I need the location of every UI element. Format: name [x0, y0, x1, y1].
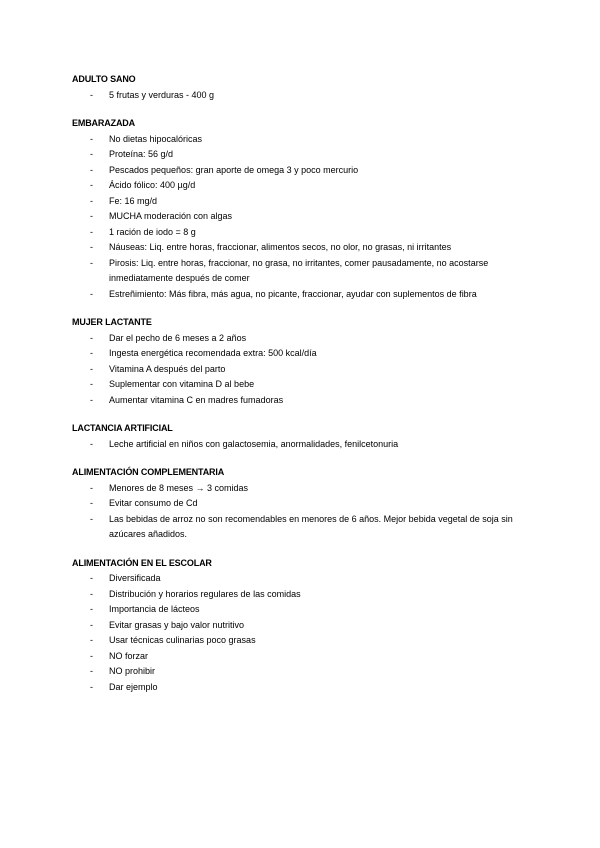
section — [72, 72, 532, 103]
bullet-dash: - — [90, 242, 93, 252]
list-item-text: Leche artificial en niños con galactosemia, anormalidades, fenilcetonuria — [109, 438, 399, 449]
bullet-list — [72, 331, 532, 409]
bullet-dash: - — [90, 363, 93, 374]
list-item — [72, 240, 532, 256]
section-heading: MUJER LACTANTE — [72, 317, 152, 327]
list-item — [72, 680, 532, 696]
bullet-dash: - — [90, 89, 93, 100]
list-item — [72, 664, 532, 680]
bullet-dash: - — [90, 438, 93, 449]
list-item-text: Menores de 8 meses → 3 comidas — [109, 482, 249, 493]
list-item — [72, 649, 532, 665]
bullet-dash: - — [90, 332, 93, 343]
list-item-text: NO forzar — [109, 650, 149, 661]
list-item — [72, 225, 532, 241]
bullet-dash: - — [90, 133, 93, 144]
list-item — [72, 377, 532, 393]
bullet-dash: - — [90, 498, 93, 508]
bullet-dash: - — [90, 394, 93, 405]
list-item — [72, 331, 532, 347]
bullet-dash: - — [90, 288, 93, 299]
bullet-dash: - — [90, 650, 93, 661]
list-item-text: 5 frutas y verduras - 400 g — [109, 89, 215, 100]
section — [72, 556, 532, 696]
bullet-list — [72, 571, 532, 695]
bullet-dash: - — [90, 195, 93, 206]
list-item — [72, 362, 532, 378]
bullet-dash: - — [90, 226, 93, 237]
list-item-text: MUCHA moderación con algas — [109, 211, 233, 221]
bullet-dash: - — [90, 513, 93, 524]
list-item-text: Pirosis: Liq. entre horas, fraccionar, no grasa, no irritantes, comer pausadamente, no acostarse inmediatamente después de comer — [109, 257, 489, 283]
document-body — [72, 72, 532, 708]
list-item — [72, 132, 532, 148]
list-item-text: NO prohibir — [109, 666, 156, 676]
list-item — [72, 393, 532, 409]
section — [72, 465, 532, 543]
list-item — [72, 346, 532, 362]
section — [72, 315, 532, 408]
list-item-text: Fe: 16 mg/d — [109, 195, 158, 206]
list-item — [72, 88, 532, 104]
list-item — [72, 587, 532, 603]
list-item — [72, 163, 532, 179]
section — [72, 421, 532, 452]
list-item-text: Usar técnicas culinarias poco grasas — [109, 635, 256, 645]
list-item — [72, 209, 532, 225]
list-item — [72, 633, 532, 649]
list-item — [72, 194, 532, 210]
list-item-text: Aumentar vitamina C en madres fumadoras — [109, 394, 284, 405]
list-item — [72, 571, 532, 587]
bullet-dash: - — [90, 257, 93, 268]
list-item-text: Dar el pecho de 6 meses a 2 años — [109, 332, 247, 343]
list-item-text: Ingesta energética recomendada extra: 500 kcal/día — [109, 348, 317, 358]
list-item — [72, 496, 532, 512]
list-item-text: No dietas hipocalóricas — [109, 133, 203, 144]
bullet-list — [72, 88, 532, 104]
bullet-dash: - — [90, 666, 93, 676]
bullet-dash: - — [90, 573, 93, 583]
list-item-text: Proteína: 56 g/d — [109, 149, 174, 159]
section-heading: EMBARAZADA — [72, 118, 135, 128]
bullet-dash: - — [90, 619, 93, 630]
list-item-text: Náuseas: Liq. entre horas, fraccionar, alimentos secos, no olor, no grasas, ni irritantes — [109, 242, 452, 252]
bullet-dash: - — [90, 482, 93, 493]
list-item-text: 1 ración de iodo = 8 g — [109, 226, 196, 237]
list-item-text: Importancia de lácteos — [109, 604, 200, 614]
list-item — [72, 437, 532, 453]
list-item — [72, 147, 532, 163]
list-item — [72, 512, 532, 543]
bullet-dash: - — [90, 211, 93, 221]
list-item — [72, 256, 532, 287]
bullet-dash: - — [90, 149, 93, 159]
list-item-text: Suplementar con vitamina D al bebe — [109, 379, 255, 389]
bullet-list — [72, 437, 532, 453]
bullet-dash: - — [90, 348, 93, 358]
list-item — [72, 481, 532, 497]
section-heading: ALIMENTACIÓN EN EL ESCOLAR — [72, 557, 212, 568]
bullet-dash: - — [90, 180, 93, 190]
bullet-dash: - — [90, 681, 93, 692]
list-item-text: Estreñimiento: Más fibra, más agua, no picante, fraccionar, ayudar con suplementos de fibra — [109, 288, 477, 299]
section — [72, 116, 532, 302]
bullet-dash: - — [90, 588, 93, 599]
bullet-list — [72, 481, 532, 543]
list-item-text: Evitar consumo de Cd — [109, 498, 198, 508]
list-item-text: Diversificada — [109, 573, 161, 583]
list-item-text: Las bebidas de arroz no son recomendables en menores de 6 años. Mejor bebida vegetal de soja sin azúcares añadidos. — [109, 513, 513, 539]
bullet-list — [72, 132, 532, 303]
list-item-text: Distribución y horarios regulares de las comidas — [109, 588, 301, 599]
section-heading: LACTANCIA ARTIFICIAL — [72, 423, 173, 433]
section-heading: ALIMENTACIÓN COMPLEMENTARIA — [72, 467, 225, 477]
bullet-dash: - — [90, 379, 93, 389]
list-item-text: Vitamina A después del parto — [109, 363, 226, 374]
list-item-text: Dar ejemplo — [109, 681, 158, 692]
list-item — [72, 287, 532, 303]
list-item — [72, 602, 532, 618]
list-item-text: Pescados pequeños: gran aporte de omega 3 y poco mercurio — [109, 164, 359, 175]
bullet-dash: - — [90, 164, 93, 175]
section-heading: ADULTO SANO — [72, 74, 136, 84]
list-item — [72, 618, 532, 634]
list-item — [72, 178, 532, 194]
bullet-dash: - — [90, 604, 93, 614]
list-item-text: Ácido fólico: 400 µg/d — [109, 180, 196, 190]
bullet-dash: - — [90, 635, 93, 645]
list-item-text: Evitar grasas y bajo valor nutritivo — [109, 619, 245, 630]
